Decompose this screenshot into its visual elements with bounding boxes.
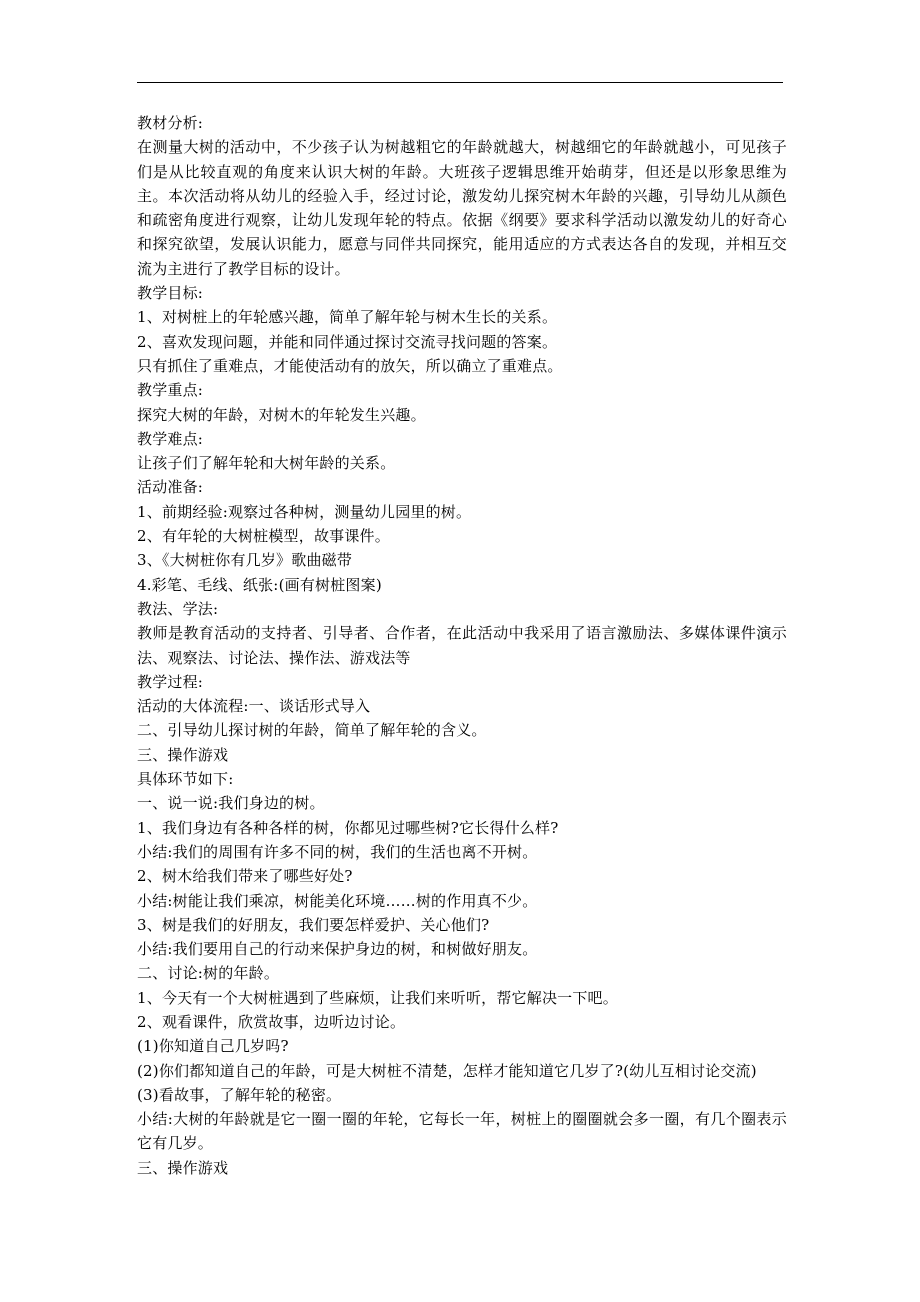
step-2-summary: 小结:大树的年龄就是它一圈一圈的年轮，它每长一年，树桩上的圈圈就会多一圈，有几个圈表示它有几岁。 <box>137 1110 787 1153</box>
step-2-sub-3: (3)看故事，了解年轮的秘密。 <box>137 1085 342 1104</box>
process-flow-2: 二、引导幼儿探讨树的年龄，简单了解年轮的含义。 <box>137 721 487 740</box>
process-flow-1: 活动的大体流程:一、谈话形式导入 <box>137 697 371 716</box>
step-1-question-1: 1、我们身边有各种各样的树，你都见过哪些树?它长得什么样? <box>137 818 559 837</box>
step-1-question-2: 2、树木给我们带来了哪些好处? <box>137 867 353 886</box>
heading-detailed-steps: 具体环节如下: <box>137 770 234 789</box>
preparation-item-4: 4.彩笔、毛线、纸张:(画有树桩图案) <box>137 575 382 594</box>
header-rule <box>137 82 783 83</box>
step-1-summary-1: 小结:我们的周围有许多不同的树，我们的生活也离不开树。 <box>137 842 538 861</box>
heading-material-analysis: 教材分析: <box>137 114 204 132</box>
process-flow-3: 三、操作游戏 <box>137 745 229 764</box>
step-1-summary-3: 小结:我们要用自己的行动来保护身边的树，和树做好朋友。 <box>137 940 538 959</box>
step-2-sub-1: (1)你知道自己几岁吗? <box>137 1037 289 1056</box>
step-2-item-2: 2、观看课件，欣赏故事，边听边讨论。 <box>137 1012 406 1031</box>
heading-activity-preparation: 活动准备: <box>137 478 204 497</box>
document-body <box>137 111 787 1180</box>
step-2-title: 二、讨论:树的年龄。 <box>137 964 280 983</box>
paragraph-teaching-methods: 教师是教育活动的支持者、引导者、合作者，在此活动中我采用了语言激励法、多媒体课件演示法、观察法、讨论法、操作法、游戏法等 <box>137 624 787 667</box>
heading-teaching-goals: 教学目标: <box>137 284 204 303</box>
key-points-intro: 只有抓住了重难点，才能使活动有的放矢，所以确立了重难点。 <box>137 356 563 375</box>
step-1-title: 一、说一说:我们身边的树。 <box>137 794 325 813</box>
teaching-focus-text: 探究大树的年龄，对树木的年轮发生兴趣。 <box>137 405 426 424</box>
heading-teaching-focus: 教学重点: <box>137 381 204 400</box>
goal-item-2: 2、喜欢发现问题，并能和同伴通过探讨交流寻找问题的答案。 <box>137 332 558 351</box>
step-1-question-3: 3、树是我们的好朋友，我们要怎样爱护、关心他们? <box>137 915 490 934</box>
goal-item-1: 1、对树桩上的年轮感兴趣，简单了解年轮与树木生长的关系。 <box>137 308 558 327</box>
heading-teaching-difficulty: 教学难点: <box>137 429 204 448</box>
preparation-item-1: 1、前期经验:观察过各种树，测量幼儿园里的树。 <box>137 502 472 521</box>
heading-teaching-methods: 教法、学法: <box>137 599 219 618</box>
step-2-item-1: 1、今天有一个大树桩遇到了些麻烦，让我们来听听，帮它解决一下吧。 <box>137 988 618 1007</box>
preparation-item-2: 2、有年轮的大树桩模型，故事课件。 <box>137 527 390 546</box>
step-1-summary-2: 小结:树能让我们乘凉，树能美化环境……树的作用真不少。 <box>137 891 538 910</box>
paragraph-material-analysis: 在测量大树的活动中，不少孩子认为树越粗它的年龄就越大，树越细它的年龄就越小，可见孩子们是从比较直观的角度来认识大树的年龄。大班孩子逻辑思维开始萌芽，但还是以形象思维为主。本次活动将从幼儿的经验入手，经过讨论，激发幼儿探究树木年龄的兴趣，引导幼儿从颜色和疏密角度进行观察，让幼儿发现年轮的特点。依据《纲要》要求科学活动以激发幼儿的好奇心和探究欲望，发展认识能力，愿意与同伴共同探究，能用适应的方式表达各自的发现，并相互交流为主进行了教学目标的设计。 <box>137 138 787 278</box>
step-2-sub-2: (2)你们都知道自己的年龄，可是大树桩不清楚，怎样才能知道它几岁了?(幼儿互相讨论交流) <box>137 1061 757 1080</box>
step-3-title: 三、操作游戏 <box>137 1158 229 1177</box>
teaching-difficulty-text: 让孩子们了解年轮和大树年龄的关系。 <box>137 454 396 473</box>
heading-teaching-process: 教学过程: <box>137 672 204 691</box>
preparation-item-3: 3、《大树桩你有几岁》歌曲磁带 <box>137 551 353 570</box>
